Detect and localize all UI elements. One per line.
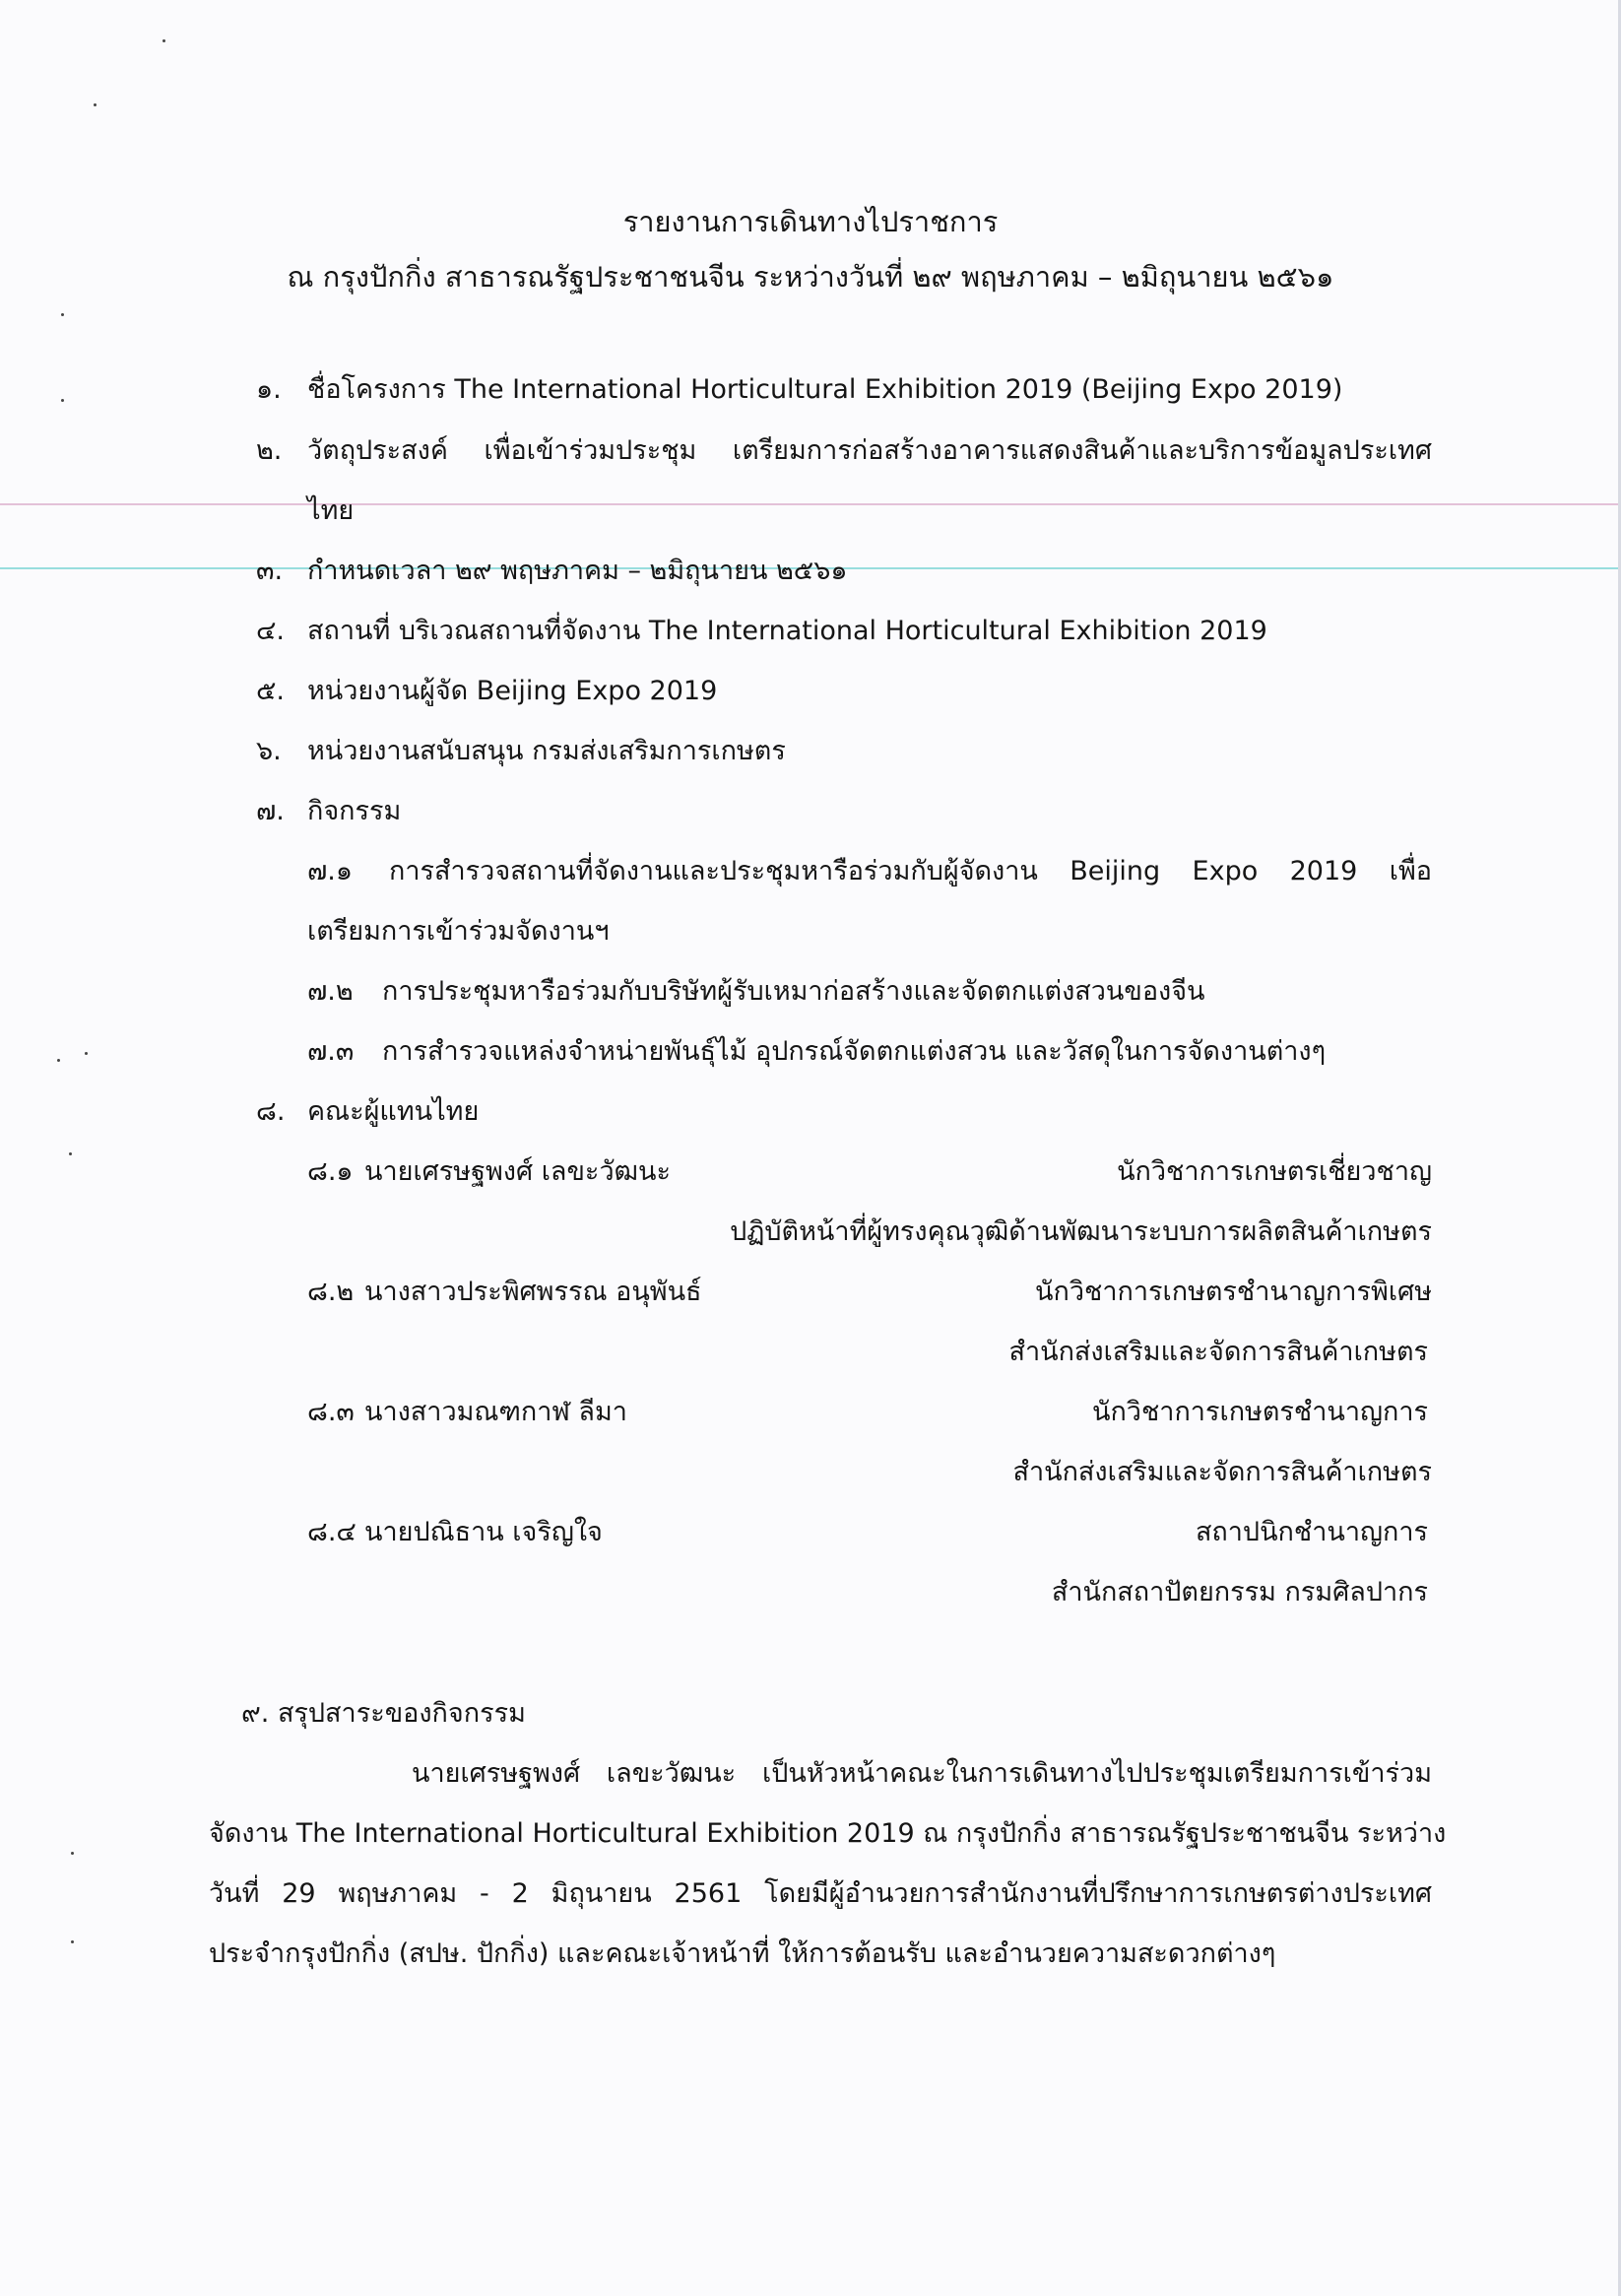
item-text-continuation: ไทย <box>307 495 355 526</box>
scan-speck <box>85 1052 88 1055</box>
delegate-office: ปฏิบัติหน้าที่ผู้ทรงคุณวุฒิด้านพัฒนาระบบการผลิตสินค้าเกษตร <box>730 1216 1432 1247</box>
item-text: ชื่อโครงการ The International Horticultural Exhibition 2019 (Beijing Expo 2019) <box>307 374 1343 405</box>
scan-line-pink <box>0 503 1621 505</box>
delegate-name: นางสาวประพิศพรรณ อนุพันธ์ <box>364 1277 702 1307</box>
item-number: ๗. <box>256 796 285 826</box>
item-number: ๔. <box>256 616 286 646</box>
delegate-office: สำนักส่งเสริมและจัดการสินค้าเกษตร <box>1012 1457 1432 1487</box>
delegate-name: นางสาวมณฑกาฬ ลีมา <box>364 1397 627 1427</box>
sub-item-text: การสำรวจแหล่งจำหน่ายพันธุ์ไม้ อุปกรณ์จัดตกแต่งสวน และวัสดุในการจัดงานต่างๆ <box>382 1036 1327 1067</box>
item-text: วัตถุประสงค์ เพื่อเข้าร่วมประชุม เตรียมการก่อสร้างอาคารแสดงสินค้าและบริการข้อมูลประเทศ <box>307 435 1432 466</box>
scan-speck <box>94 103 97 106</box>
item-text: หน่วยงานผู้จัด Beijing Expo 2019 <box>307 676 718 706</box>
scan-speck <box>71 1852 74 1855</box>
scan-speck <box>162 39 165 42</box>
delegate-name: นายเศรษฐพงศ์ เลขะวัฒนะ <box>364 1156 671 1187</box>
scan-speck <box>71 1940 74 1943</box>
delegate-number: ๘.๑ <box>307 1156 354 1187</box>
item-number: ๕. <box>256 676 286 706</box>
scan-speck <box>61 313 64 316</box>
sub-item-number: ๗.๑ <box>307 856 354 886</box>
summary-line: นายเศรษฐพงศ์ เลขะวัฒนะ เป็นหัวหน้าคณะในการเดินทางไปประชุมเตรียมการเข้าร่วม <box>412 1758 1432 1789</box>
delegate-number: ๘.๓ <box>307 1397 355 1427</box>
sub-item-number: ๗.๒ <box>307 976 354 1007</box>
sub-item-text: การประชุมหารือร่วมกับบริษัทผู้รับเหมาก่อสร้างและจัดตกแต่งสวนของจีน <box>382 976 1205 1007</box>
item-text: สถานที่ บริเวณสถานที่จัดงาน The International Horticultural Exhibition 2019 <box>307 616 1267 646</box>
report-subtitle: ณ กรุงปักกิ่ง สาธารณรัฐประชาชนจีน ระหว่างวันที่ ๒๙ พฤษภาคม – ๒มิถุนายน ๒๕๖๑ <box>287 260 1334 294</box>
item-number: ๖. <box>256 736 282 766</box>
delegate-number: ๘.๒ <box>307 1277 355 1307</box>
item-text: หน่วยงานสนับสนุน กรมส่งเสริมการเกษตร <box>307 736 786 766</box>
report-title: รายงานการเดินทางไปราชการ <box>622 205 999 238</box>
summary-heading: ๙. สรุปสาระของกิจกรรม <box>241 1698 526 1729</box>
delegate-name: นายปณิธาน เจริญใจ <box>364 1517 603 1547</box>
item-text: คณะผู้แทนไทย <box>307 1096 480 1127</box>
delegate-office: สำนักส่งเสริมและจัดการสินค้าเกษตร <box>1008 1337 1428 1367</box>
item-number: ๓. <box>256 556 284 586</box>
sub-item-text-continuation: เตรียมการเข้าร่วมจัดงานฯ <box>307 916 610 947</box>
summary-line: จัดงาน The International Horticultural Exhibition 2019 ณ กรุงปักกิ่ง สาธารณรัฐประชาชนจีน ระหว่าง <box>209 1818 1447 1849</box>
item-number: ๘. <box>256 1096 286 1127</box>
summary-line: วันที่ 29 พฤษภาคม - 2 มิถุนายน 2561 โดยมีผู้อำนวยการสำนักงานที่ปรึกษาการเกษตรต่างประเทศ <box>209 1878 1432 1909</box>
delegate-position: นักวิชาการเกษตรชำนาญการพิเศษ <box>1035 1277 1432 1307</box>
item-text: กำหนดเวลา ๒๙ พฤษภาคม – ๒มิถุนายน ๒๕๖๑ <box>307 556 848 586</box>
delegate-position: นักวิชาการเกษตรชำนาญการ <box>1092 1397 1428 1427</box>
scan-speck <box>57 1059 60 1062</box>
delegate-position: นักวิชาการเกษตรเชี่ยวชาญ <box>1117 1156 1432 1187</box>
item-number: ๑. <box>256 374 282 405</box>
summary-line: ประจำกรุงปักกิ่ง (สปษ. ปักกิ่ง) และคณะเจ้าหน้าที่ ให้การต้อนรับ และอำนวยความสะดวกต่างๆ <box>209 1938 1276 1969</box>
item-number: ๒. <box>256 435 283 466</box>
scan-speck <box>69 1152 72 1155</box>
delegate-office: สำนักสถาปัตยกรรม กรมศิลปากร <box>1051 1577 1428 1607</box>
delegate-number: ๘.๔ <box>307 1517 357 1547</box>
item-text: กิจกรรม <box>307 796 402 826</box>
sub-item-text: การสำรวจสถานที่จัดงานและประชุมหารือร่วมกับผู้จัดงาน Beijing Expo 2019 เพื่อ <box>389 856 1432 886</box>
scan-speck <box>61 399 64 402</box>
sub-item-number: ๗.๓ <box>307 1036 355 1067</box>
delegate-position: สถาปนิกชำนาญการ <box>1195 1517 1428 1547</box>
